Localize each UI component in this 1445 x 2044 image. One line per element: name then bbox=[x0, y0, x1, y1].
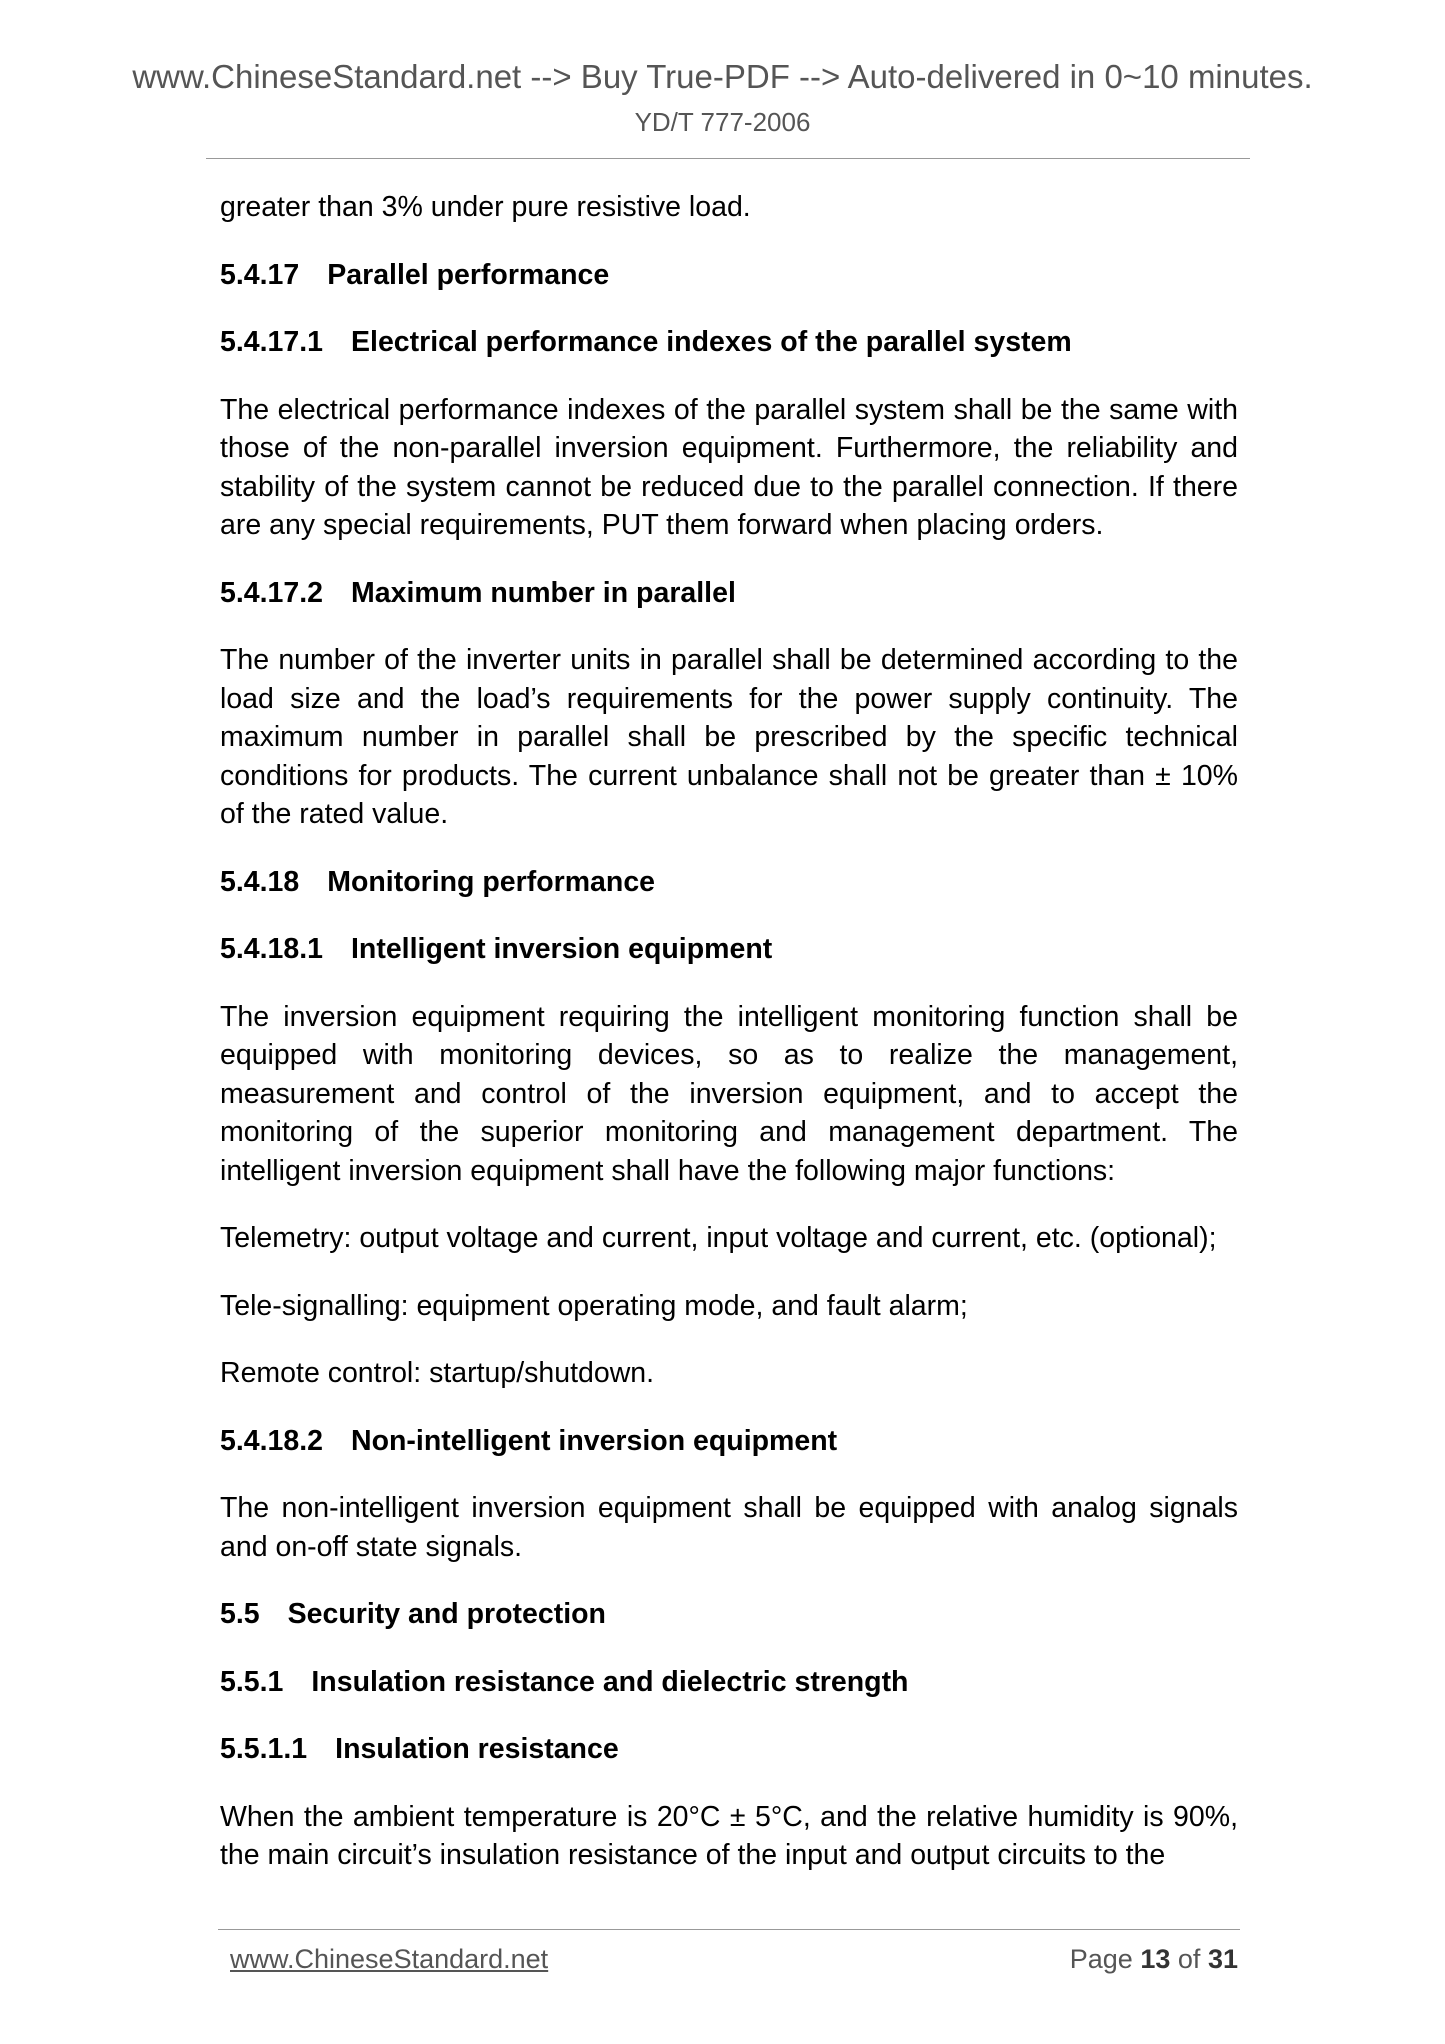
section-heading bbox=[220, 1730, 1238, 1769]
footer-site-link[interactable]: www.ChineseStandard.net bbox=[230, 1944, 549, 1974]
section-title: Intelligent inversion equipment bbox=[351, 933, 773, 965]
page-total: 31 bbox=[1207, 1944, 1238, 1974]
header-divider bbox=[206, 158, 1250, 159]
section-number: 5.4.17.2 bbox=[220, 576, 324, 609]
section-number: 5.4.18.2 bbox=[220, 1424, 324, 1457]
section-title: Electrical performance indexes of the parallel system bbox=[351, 326, 1072, 358]
page-content bbox=[220, 188, 1238, 1904]
section-number: 5.4.17 bbox=[220, 258, 300, 291]
section-heading bbox=[220, 1422, 1238, 1461]
page-label: Page bbox=[1069, 1944, 1133, 1974]
section-number: 5.4.17.1 bbox=[220, 326, 324, 358]
paragraph: Remote control: startup/shutdown. bbox=[220, 1357, 655, 1389]
section-title: Parallel performance bbox=[327, 258, 610, 291]
section-number: 5.4.18 bbox=[220, 865, 300, 898]
paragraph: The inversion equipment requiring the intelligent monitoring function shall be equipped with monitoring devices, so as to realize the management, measurement and control of the inversion equipment, and to accept the monitoring of the superior monitoring and management department. The intelligent inversion equipment shall have the following major functions: bbox=[220, 1000, 1238, 1187]
section-heading bbox=[220, 930, 1238, 969]
paragraph: greater than 3% under pure resistive load. bbox=[220, 191, 751, 223]
section-title: Security and protection bbox=[287, 1598, 606, 1630]
section-heading bbox=[220, 323, 1238, 362]
page-current: 13 bbox=[1140, 1944, 1171, 1974]
footer-divider bbox=[218, 1929, 1240, 1930]
paragraph: Telemetry: output voltage and current, input voltage and current, etc. (optional); bbox=[220, 1222, 1217, 1254]
section-heading bbox=[220, 1595, 1238, 1634]
section-title: Monitoring performance bbox=[327, 865, 656, 898]
section-title: Non-intelligent inversion equipment bbox=[351, 1424, 838, 1457]
document-number: YD/T 777-2006 bbox=[634, 107, 811, 137]
section-heading bbox=[220, 1663, 1238, 1702]
paragraph: When the ambient temperature is 20°C ± 5°C, and the relative humidity is 90%, the main circuit’s insulation resistance of the input and output circuits to the bbox=[220, 1800, 1238, 1871]
paragraph: Tele-signalling: equipment operating mode, and fault alarm; bbox=[220, 1289, 968, 1322]
section-number: 5.5.1.1 bbox=[220, 1733, 308, 1765]
paragraph: The non-intelligent inversion equipment shall be equipped with analog signals and on-off state signals. bbox=[220, 1492, 1238, 1563]
section-number: 5.5 bbox=[220, 1598, 260, 1630]
section-heading bbox=[220, 256, 1238, 295]
section-title: Insulation resistance and dielectric strength bbox=[311, 1665, 909, 1698]
section-title: Maximum number in parallel bbox=[351, 576, 736, 609]
section-number: 5.5.1 bbox=[220, 1665, 284, 1698]
section-heading bbox=[220, 863, 1238, 902]
paragraph: The number of the inverter units in parallel shall be determined according to the load size and the load’s requirements for the power supply continuity. The maximum number in parallel shall be prescribed by the specific technical conditions for products. The current unbalance shall not be greater than ± 10% of the rated value. bbox=[220, 644, 1238, 830]
paragraph: The electrical performance indexes of the parallel system shall be the same with those of the non-parallel inversion equipment. Furthermore, the reliability and stability of the system cannot be reduced due to the parallel connection. If there are any special requirements, PUT them forward when placing orders. bbox=[220, 393, 1238, 541]
top-banner: www.ChineseStandard.net --> Buy True-PDF --> Auto-delivered in 0~10 minutes. bbox=[132, 58, 1313, 95]
section-title: Insulation resistance bbox=[335, 1733, 619, 1765]
section-number: 5.4.18.1 bbox=[220, 933, 324, 965]
page-of-label: of bbox=[1177, 1944, 1201, 1974]
page-number bbox=[1070, 1944, 1238, 1975]
page-footer bbox=[230, 1944, 1238, 1984]
section-heading bbox=[220, 574, 1238, 613]
